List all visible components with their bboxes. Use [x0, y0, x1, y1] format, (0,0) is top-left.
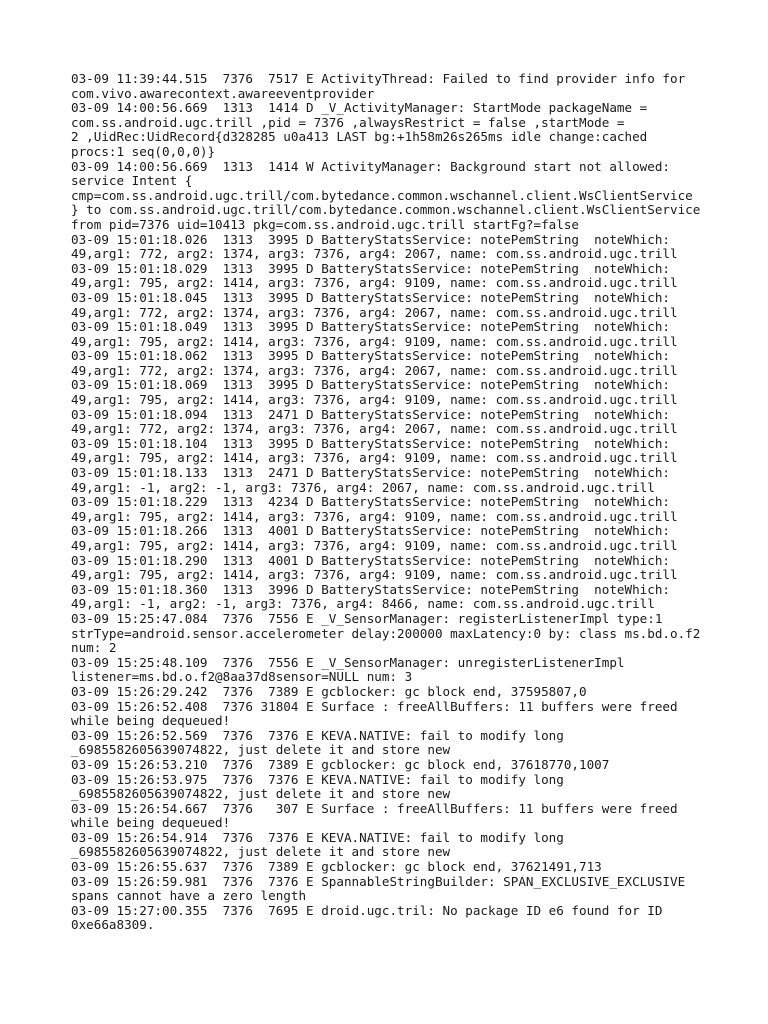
log-line: 03-09 15:26:53.210 7376 7389 E gcblocker: gc block end, 37618770,1007	[71, 756, 610, 772]
log-line: 03-09 15:27:00.355 7376 7695 E droid.ugc.tril: No package ID e6 found for ID	[71, 902, 663, 918]
log-line: 03-09 15:01:18.026 1313 3995 D BatteryStatsService: notePemString noteWhich:	[71, 231, 670, 247]
log-line: 49,arg1: 795, arg2: 1414, arg3: 7376, arg4: 9109, name: com.ss.android.ugc.trill	[71, 450, 678, 466]
log-line: 03-09 15:01:18.049 1313 3995 D BatteryStatsService: notePemString noteWhich:	[71, 319, 670, 335]
log-line: 03-09 15:01:18.094 1313 2471 D BatteryStatsService: notePemString noteWhich:	[71, 406, 670, 422]
log-line: from pid=7376 uid=10413 pkg=com.ss.android.ugc.trill startFg?=false	[71, 216, 579, 232]
log-line: cmp=com.ss.android.ugc.trill/com.bytedance.common.wschannel.client.WsClientService	[71, 187, 693, 203]
log-line: _6985582605639074822, just delete it and store new	[71, 786, 451, 802]
log-line: 03-09 15:01:18.266 1313 4001 D BatteryStatsService: notePemString noteWhich:	[71, 523, 670, 539]
log-line: 03-09 15:25:47.084 7376 7556 E _V_SensorManager: registerListenerImpl type:1	[71, 610, 663, 626]
log-line: strType=android.sensor.accelerometer delay:200000 maxLatency:0 by: class ms.bd.o.f2	[71, 625, 701, 641]
log-line: 03-09 15:26:29.242 7376 7389 E gcblocker: gc block end, 37595807,0	[71, 683, 587, 699]
log-line: 49,arg1: 795, arg2: 1414, arg3: 7376, arg4: 9109, name: com.ss.android.ugc.trill	[71, 392, 678, 408]
log-line: com.ss.android.ugc.trill ,pid = 7376 ,alwaysRestrict = false ,startMode =	[71, 114, 625, 130]
log-line: 0xe66a8309.	[71, 917, 155, 933]
log-line: 49,arg1: 795, arg2: 1414, arg3: 7376, arg4: 9109, name: com.ss.android.ugc.trill	[71, 333, 678, 349]
log-line: 03-09 15:26:59.981 7376 7376 E SpannableStringBuilder: SPAN_EXCLUSIVE_EXCLUSIVE	[71, 873, 686, 889]
log-line: spans cannot have a zero length	[71, 888, 307, 904]
log-line: 03-09 14:00:56.669 1313 1414 D _V_ActivityManager: StartMode packageName =	[71, 100, 648, 116]
log-line: 03-09 15:01:18.133 1313 2471 D BatteryStatsService: notePemString noteWhich:	[71, 465, 670, 481]
log-line: service Intent {	[71, 173, 193, 189]
log-text	[71, 72, 711, 933]
log-line: 2 ,UidRec:UidRecord{d328285 u0a413 LAST bg:+1h58m26s265ms idle change:cached	[71, 129, 648, 145]
log-line: listener=ms.bd.o.f2@8aa37d8sensor=NULL num: 3	[71, 669, 413, 685]
log-line: procs:1 seq(0,0,0)}	[71, 143, 216, 159]
log-line: com.vivo.awarecontext.awareeventprovider	[71, 85, 375, 101]
log-line: 03-09 14:00:56.669 1313 1414 W ActivityManager: Background start not allowed:	[71, 158, 670, 174]
log-line: 03-09 15:26:54.667 7376 307 E Surface : freeAllBuffers: 11 buffers were freed	[71, 800, 678, 816]
log-line: 03-09 15:01:18.069 1313 3995 D BatteryStatsService: notePemString noteWhich:	[71, 377, 670, 393]
log-line: 03-09 15:26:54.914 7376 7376 E KEVA.NATIVE: fail to modify long	[71, 829, 564, 845]
log-line: 49,arg1: 772, arg2: 1374, arg3: 7376, arg4: 2067, name: com.ss.android.ugc.trill	[71, 362, 678, 378]
log-line: 49,arg1: -1, arg2: -1, arg3: 7376, arg4: 8466, name: com.ss.android.ugc.trill	[71, 596, 655, 612]
log-line: 03-09 15:26:55.637 7376 7389 E gcblocker: gc block end, 37621491,713	[71, 859, 602, 875]
log-line: 03-09 15:01:18.229 1313 4234 D BatteryStatsService: notePemString noteWhich:	[71, 494, 670, 510]
log-line: } to com.ss.android.ugc.trill/com.bytedance.common.wschannel.client.WsClientService	[71, 202, 701, 218]
log-line: 03-09 15:01:18.045 1313 3995 D BatteryStatsService: notePemString noteWhich:	[71, 289, 670, 305]
log-line: 49,arg1: 795, arg2: 1414, arg3: 7376, arg4: 9109, name: com.ss.android.ugc.trill	[71, 538, 678, 553]
log-line: 03-09 15:01:18.360 1313 3996 D BatteryStatsService: notePemString noteWhich:	[71, 581, 670, 597]
log-line: 49,arg1: 772, arg2: 1374, arg3: 7376, arg4: 2067, name: com.ss.android.ugc.trill	[71, 304, 678, 320]
log-line: 49,arg1: 772, arg2: 1374, arg3: 7376, arg4: 2067, name: com.ss.android.ugc.trill	[71, 421, 678, 437]
log-line: 03-09 15:01:18.062 1313 3995 D BatteryStatsService: notePemString noteWhich:	[71, 348, 670, 364]
log-line: 03-09 15:26:52.569 7376 7376 E KEVA.NATIVE: fail to modify long	[71, 727, 564, 743]
log-line: 49,arg1: 795, arg2: 1414, arg3: 7376, arg4: 9109, name: com.ss.android.ugc.trill	[71, 567, 678, 583]
log-line: num: 2	[71, 640, 117, 656]
log-line: 49,arg1: 795, arg2: 1414, arg3: 7376, arg4: 9109, name: com.ss.android.ugc.trill	[71, 508, 678, 524]
log-line: 03-09 15:01:18.029 1313 3995 D BatteryStatsService: notePemString noteWhich:	[71, 260, 670, 276]
log-line: 03-09 15:25:48.109 7376 7556 E _V_SensorManager: unregisterListenerImpl	[71, 654, 625, 670]
log-line: while being dequeued!	[71, 815, 231, 831]
log-line: 49,arg1: 795, arg2: 1414, arg3: 7376, arg4: 9109, name: com.ss.android.ugc.trill	[71, 275, 678, 291]
log-line: _6985582605639074822, just delete it and store new	[71, 742, 451, 758]
log-line: 03-09 11:39:44.515 7376 7517 E ActivityThread: Failed to find provider info for	[71, 71, 686, 86]
log-line: 03-09 15:01:18.290 1313 4001 D BatteryStatsService: notePemString noteWhich:	[71, 552, 670, 568]
log-line: while being dequeued!	[71, 713, 231, 729]
log-line: 49,arg1: -1, arg2: -1, arg3: 7376, arg4: 2067, name: com.ss.android.ugc.trill	[71, 479, 655, 495]
log-line: 03-09 15:26:52.408 7376 31804 E Surface : freeAllBuffers: 11 buffers were freed	[71, 698, 678, 714]
log-line: 03-09 15:26:53.975 7376 7376 E KEVA.NATIVE: fail to modify long	[71, 771, 564, 787]
log-line: 03-09 15:01:18.104 1313 3995 D BatteryStatsService: notePemString noteWhich:	[71, 435, 670, 451]
log-line: 49,arg1: 772, arg2: 1374, arg3: 7376, arg4: 2067, name: com.ss.android.ugc.trill	[71, 246, 678, 262]
log-line: _6985582605639074822, just delete it and store new	[71, 844, 451, 860]
